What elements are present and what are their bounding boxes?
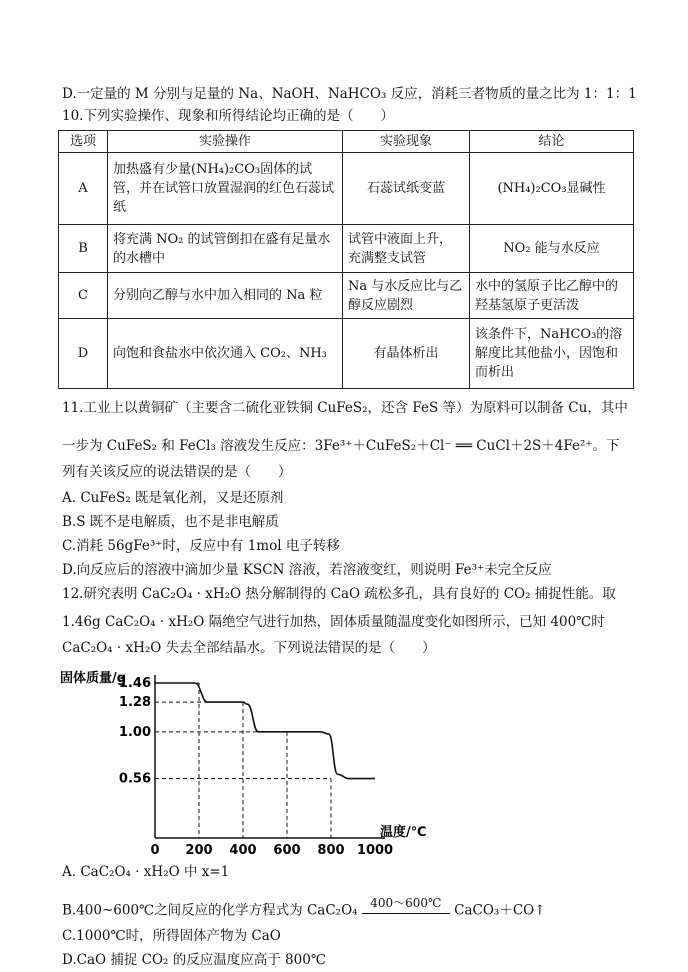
row-option: C: [59, 273, 108, 319]
reaction-condition-arrow: [362, 896, 450, 923]
row-conclusion: 水中的氢原子比乙醇中的羟基氢原子更活泼: [470, 273, 634, 319]
q11-stem-1: 11.工业上以黄铜矿（主要含二硫化亚铁铜 CuFeS₂，还含 FeS 等）为原料可以制备 Cu，其中: [62, 400, 628, 416]
q12-option-b-left: B.400~600℃之间反应的化学方程式为 CaC₂O₄: [62, 902, 358, 919]
q12-option-b-right: CaCO₃＋CO↑: [454, 902, 546, 919]
q12-stem-3: CaC₂O₄ · xH₂O 失去全部结晶水。下列说法错误的是（ ）: [62, 640, 436, 656]
header-conclusion: 结论: [470, 131, 634, 153]
row-conclusion: 该条件下，NaHCO₃的溶解度比其他盐小，因饱和而析出: [470, 319, 634, 389]
header-phenomenon: 实验现象: [343, 131, 470, 153]
header-operation: 实验操作: [108, 131, 343, 153]
q9-option-d: D.一定量的 M 分别与足量的 Na、NaOH、NaHCO₃ 反应，消耗三者物质的量之比为 1：1：1: [62, 86, 637, 102]
row-phenomenon: Na 与水反应比与乙醇反应剧烈: [343, 273, 470, 319]
q11-stem-3: 列有关该反应的说法错误的是（ ）: [62, 464, 292, 480]
mass-temperature-chart: [60, 668, 427, 858]
experiment-table: [58, 130, 634, 389]
q12-option-a: A. CaC₂O₄ · xH₂O 中 x=1: [62, 864, 230, 880]
q12-stem-1: 12.研究表明 CaC₂O₄ · xH₂O 热分解制得的 CaO 疏松多孔，具有良好的 CO₂ 捕捉性能。取: [62, 586, 616, 602]
x-tick-label: 0: [150, 843, 160, 858]
row-operation: 加热盛有少量(NH₄)₂CO₃固体的试管，并在试管口放置湿润的红色石蕊试纸: [108, 153, 343, 225]
y-tick-label: 1.46: [118, 676, 151, 691]
q12-option-b: [62, 896, 546, 923]
table-row: [59, 319, 634, 389]
row-phenomenon: 试管中液面上升，充满整支试管: [343, 225, 470, 273]
row-conclusion: (NH₄)₂CO₃显碱性: [470, 153, 634, 225]
q12-option-d: D.CaO 捕捉 CO₂ 的反应温度应高于 800℃: [62, 952, 326, 968]
table-row: [59, 273, 634, 319]
row-operation: 分别向乙醇与水中加入相同的 Na 粒: [108, 273, 343, 319]
q11-option-b: B.S 既不是电解质，也不是非电解质: [62, 514, 279, 530]
x-tick-label: 1000: [356, 843, 394, 858]
x-tick-label: 200: [185, 843, 213, 858]
mass-curve: [155, 683, 375, 779]
y-axis-label: 固体质量/g: [60, 671, 127, 686]
q12-stem-2: 1.46g CaC₂O₄ · xH₂O 隔绝空气进行加热，固体质量随温度变化如图所示，已知 400℃时: [62, 614, 605, 630]
header-option: 选项: [59, 131, 108, 153]
x-axis-label: 温度/℃: [380, 825, 427, 840]
row-phenomenon: 有晶体析出: [343, 319, 470, 389]
q11-option-d: D.向反应后的溶液中滴加少量 KSCN 溶液，若溶液变红，则说明 Fe³⁺未完全反应: [62, 562, 552, 578]
table-header-row: [59, 131, 634, 153]
y-tick-label: 0.56: [118, 771, 151, 787]
row-option: A: [59, 153, 108, 225]
q11-option-a: A. CuFeS₂ 既是氧化剂，又是还原剂: [62, 490, 284, 506]
x-tick-label: 800: [317, 843, 345, 858]
table-row: [59, 225, 634, 273]
row-option: B: [59, 225, 108, 273]
reaction-condition: 400～600℃: [370, 896, 442, 910]
q10-stem: 10.下列实验操作、现象和所得结论均正确的是（ ）: [62, 108, 394, 124]
table-row: [59, 153, 634, 225]
x-tick-label: 600: [273, 843, 301, 858]
q11-option-c: C.消耗 56gFe³⁺时，反应中有 1mol 电子转移: [62, 538, 340, 554]
x-tick-label: 400: [229, 843, 257, 858]
row-operation: 将充满 NO₂ 的试管倒扣在盛有足量水的水槽中: [108, 225, 343, 273]
row-conclusion: NO₂ 能与水反应: [470, 225, 634, 273]
row-option: D: [59, 319, 108, 389]
q11-stem-2: 一步为 CuFeS₂ 和 FeCl₃ 溶液发生反应：3Fe³⁺＋CuFeS₂＋Cl⁻ ══ CuCl＋2S＋4Fe²⁺。下: [62, 438, 620, 454]
q12-option-c: C.1000℃时，所得固体产物为 CaO: [62, 928, 281, 944]
y-tick-label: 1.00: [118, 724, 151, 740]
row-phenomenon: 石蕊试纸变蓝: [343, 153, 470, 225]
y-tick-label: 1.28: [118, 695, 151, 711]
row-operation: 向饱和食盐水中依次通入 CO₂、NH₃: [108, 319, 343, 389]
